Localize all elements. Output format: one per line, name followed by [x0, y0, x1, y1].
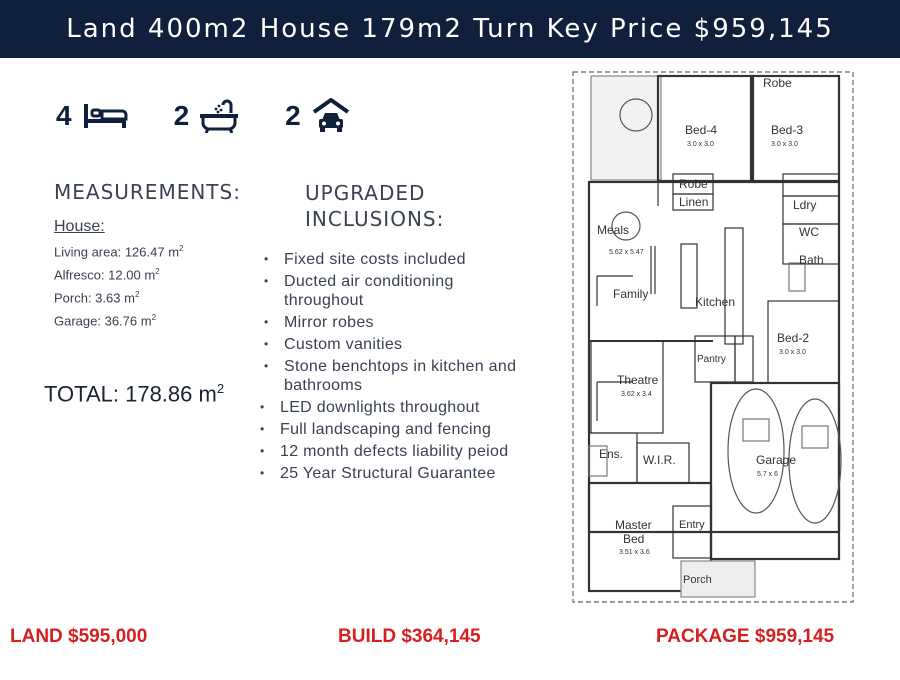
measurement-item: Alfresco: 12.00 $m^2$ [54, 267, 160, 283]
plan-label-pantry: Pantry [697, 354, 726, 365]
banner-title: Land 400m2 House 179m2 Turn Key Price $959,145 [66, 14, 834, 44]
plan-size-bed2: 3.0 x 3.0 [779, 349, 806, 356]
plan-label-ldry: Ldry [793, 198, 817, 212]
inclusion-item: • Ducted air conditioning throughout [264, 273, 454, 309]
inclusion-item: • Full landscaping and fencing [260, 421, 492, 438]
plan-label-wir: W.I.R. [643, 453, 676, 467]
plan-label-meals: Meals [597, 223, 630, 237]
plan-size-garage: 5.7 x 6 [757, 471, 779, 478]
plan-size-master: 3.51 x 3.6 [619, 549, 650, 556]
bathtub-icon [199, 99, 239, 133]
house-label: House: [54, 218, 105, 235]
inclusion-item: • Mirror robes [264, 314, 374, 331]
plan-label-robe-top: Robe [763, 76, 792, 90]
bathrooms-count: 2 [173, 100, 190, 131]
inclusion-item: • LED downlights throughout [260, 399, 480, 416]
inclusion-item: • Fixed site costs included [264, 251, 466, 268]
plan-label-theatre: Theatre [617, 373, 659, 387]
bathrooms-feature [174, 96, 240, 136]
inclusions-heading: UPGRADED INCLUSIONS: [305, 181, 445, 231]
floor-plan [553, 66, 873, 614]
measurement-item: Living area: 126.47 $m^2$ [54, 244, 184, 260]
plan-label-robe-left: Robe [679, 177, 708, 191]
measurements-list [54, 244, 183, 336]
plan-label-linen: Linen [679, 195, 709, 209]
plan-label-porch: Porch [683, 574, 712, 586]
land-price: LAND $595,000 [10, 626, 148, 647]
plan-label-garage: Garage [756, 453, 797, 467]
package-price: PACKAGE $959,145 [656, 626, 835, 647]
title-banner [0, 0, 900, 58]
plan-label-bed2: Bed-2 [777, 331, 810, 345]
plan-size-family: 5.62 x 5.47 [609, 249, 644, 256]
bed-icon [82, 102, 128, 130]
inclusion-item: • Stone benchtops in kitchen and bathrooms [264, 358, 517, 394]
plan-label-master-bed: Bed [623, 532, 645, 546]
plan-label-family: Family [613, 287, 649, 301]
plan-label-bath: Bath [799, 253, 824, 267]
measurements-heading: MEASUREMENTS: [54, 180, 241, 204]
plan-label-kitchen: Kitchen [695, 295, 736, 309]
plan-label-wc: WC [799, 225, 819, 239]
plan-label-master: Master [615, 518, 652, 532]
plan-size-bed4: 3.0 x 3.0 [687, 141, 714, 148]
inclusion-item: • Custom vanities [264, 336, 403, 353]
total-area: TOTAL: 178.86 $m^2$ [44, 381, 225, 407]
plan-label-bed3: Bed-3 [771, 123, 804, 137]
inclusions-list [262, 250, 522, 486]
plan-label-entry: Entry [679, 519, 705, 531]
measurement-item: Porch: 3.63 $m^2$ [54, 290, 140, 306]
bedrooms-feature [56, 96, 128, 136]
features-row [56, 96, 397, 136]
bedrooms-count: 4 [56, 100, 72, 131]
inclusion-item: • 12 month defects liability peiod [260, 443, 509, 460]
plan-label-bed4: Bed-4 [685, 123, 718, 137]
plan-label-ens: Ens. [599, 447, 624, 461]
plan-size-theatre: 3.62 x 3.4 [621, 391, 652, 398]
plan-size-bed3: 3.0 x 3.0 [771, 141, 798, 148]
garage-count: 2 [285, 100, 301, 131]
garage-feature [285, 96, 351, 136]
measurement-item: Garage: 36.76 $m^2$ [54, 313, 157, 329]
car-garage-icon [311, 96, 351, 136]
inclusion-item: • 25 Year Structural Guarantee [260, 465, 496, 482]
build-price: BUILD $364,145 [338, 626, 481, 647]
